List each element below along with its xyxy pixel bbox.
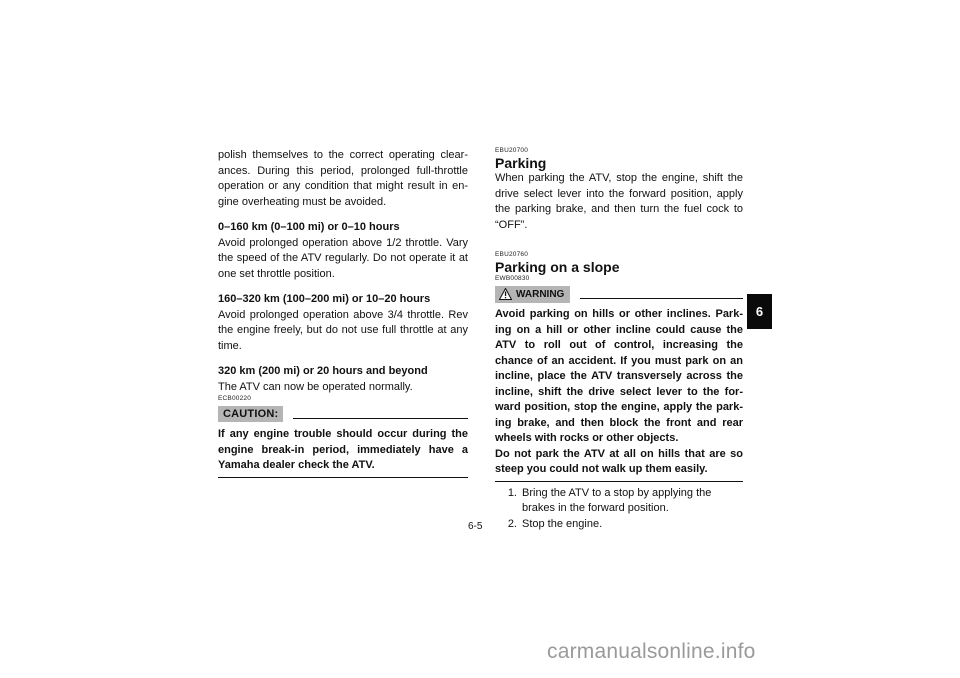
caution-code: ECB00220 [218,395,252,402]
caution-top-rule [293,418,468,419]
intro-paragraph: polish themselves to the correct operating clear-ances. During this period, prolonged full-throttle operation or any condition that might result in en-gine overheating must be avoided. [218,149,468,208]
parking-paragraph: When parking the ATV, stop the engine, shift the drive select lever into the forward position, apply the parking brake, and then turn the fuel cock to “OFF”. [495,172,743,231]
parking-code: EBU20700 [495,147,529,154]
break-in-stage-3-text: The ATV can now be operated normally. [218,380,413,393]
caution-text: If any engine trouble should occur during the engine break-in period, immediately have a Yamaha dealer check the ATV. [218,428,468,471]
parking-steps-list [495,486,743,533]
caution-header [218,405,468,423]
right-column [495,147,743,532]
left-column [218,148,468,478]
warning-bottom-rule [495,481,743,482]
warning-triangle-icon [499,288,512,300]
warning-label: WARNING [516,288,565,300]
warning-header [495,285,743,303]
slope-heading: Parking on a slope [495,259,620,275]
step-text: Stop the engine. [522,517,603,530]
break-in-stage-2-text: Avoid prolonged operation above 3/4 throttle. Rev the engine freely, but do not use full throttle at any time. [218,308,468,352]
watermark-text: carmanualsonline.info [547,640,756,663]
step-item [495,486,743,517]
step-number: 2. [507,517,517,530]
caution-bottom-rule [218,477,468,478]
warning-label-box [495,286,570,303]
step-text: Bring the ATV to a stop by applying the brakes in the forward position. [522,486,712,514]
warning-code: EWB00830 [495,275,530,282]
caution-label: CAUTION: [218,406,283,422]
break-in-stage-1-text: Avoid prolonged operation above 1/2 throttle. Vary the speed of the ATV regularly. Do not operate it at one set throttle position. [218,236,468,280]
break-in-stage-1-heading: 0–160 km (0–100 mi) or 0–10 hours [218,221,400,233]
parking-heading: Parking [495,155,547,171]
step-number: 1. [507,486,517,499]
warning-text-2: Do not park the ATV at all on hills that are so steep you could not walk up them easily. [495,447,743,475]
warning-text: Avoid parking on hills or other inclines. Park-ing on a hill or other incline could cause the ATV to roll out of control, increasing the chance of an accident. If you must park on an incline, place the ATV transversely across the incline, shift the drive select lever to the for-ward position, stop the engine, apply the park-ing brake, and then block the front and rear wheels with rocks or other objects. [495,308,743,444]
slope-code: EBU20760 [495,251,529,258]
break-in-stage-3-heading: 320 km (200 mi) or 20 hours and beyond [218,365,428,377]
page-number: 6-5 [468,521,483,532]
chapter-tab: 6 [747,294,772,329]
step-item [495,517,743,533]
warning-top-rule [580,298,743,299]
break-in-stage-2-heading: 160–320 km (100–200 mi) or 10–20 hours [218,293,431,305]
